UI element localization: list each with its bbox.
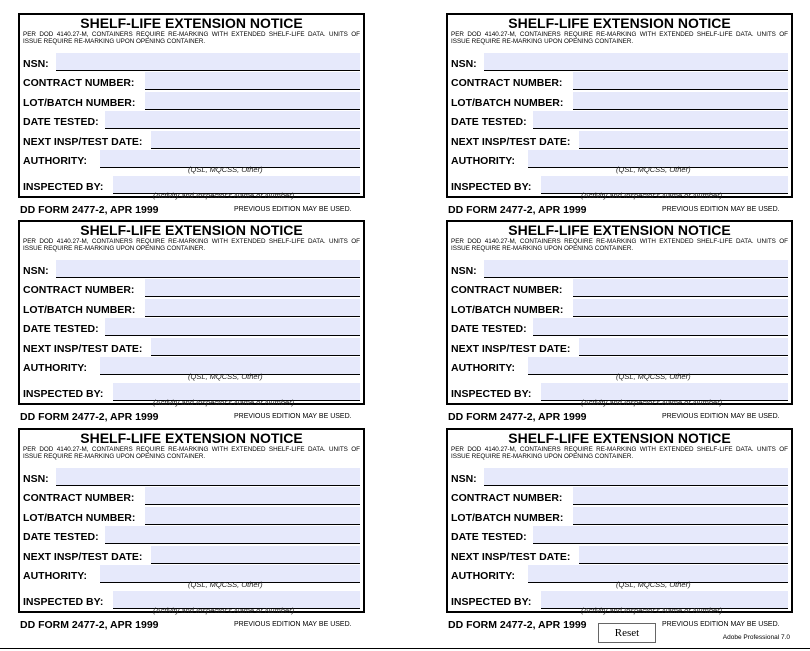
date-tested-field[interactable] — [533, 526, 788, 544]
label-authority: AUTHORITY: — [23, 570, 87, 582]
row-lot — [451, 92, 788, 110]
row-lot — [451, 507, 788, 525]
next-insp-field[interactable] — [151, 338, 360, 356]
lot-field[interactable] — [573, 507, 788, 525]
label-contract: CONTRACT NUMBER: — [23, 492, 135, 504]
authority-hint: (QSL, MQCSS, Other) — [188, 165, 263, 174]
footer-previous-edition: PREVIOUS EDITION MAY BE USED. — [662, 621, 780, 628]
label-contract: CONTRACT NUMBER: — [451, 284, 563, 296]
lot-field[interactable] — [573, 299, 788, 317]
label-date-tested: DATE TESTED: — [451, 323, 527, 335]
label-date-tested: DATE TESTED: — [23, 323, 99, 335]
row-contract — [23, 279, 360, 297]
row-contract — [23, 487, 360, 505]
notice-title: SHELF-LIFE EXTENSION NOTICE — [508, 15, 731, 31]
next-insp-field[interactable] — [579, 131, 788, 149]
authority-hint: (QSL, MQCSS, Other) — [616, 165, 691, 174]
row-date-tested — [451, 111, 788, 129]
label-next-insp: NEXT INSP/TEST DATE: — [451, 136, 571, 148]
inspected-by-hint: (Activity and Inspector's Name or Number) — [153, 398, 295, 407]
footer-previous-edition: PREVIOUS EDITION MAY BE USED. — [662, 413, 780, 420]
row-date-tested — [451, 526, 788, 544]
nsn-field[interactable] — [56, 260, 360, 278]
notice-instruction: PER DOD 4140.27-M, CONTAINERS REQUIRE RE-MARKING WITH EXTENDED SHELF-LIFE DATA. UNITS OF ISSUE REQUIRE RE-MARKING UPON OPENING CONTAINER. — [23, 446, 360, 460]
label-next-insp: NEXT INSP/TEST DATE: — [23, 343, 143, 355]
nsn-field[interactable] — [56, 468, 360, 486]
label-authority: AUTHORITY: — [451, 570, 515, 582]
next-insp-field[interactable] — [151, 546, 360, 564]
contract-field[interactable] — [573, 279, 788, 297]
label-nsn: NSN: — [451, 265, 477, 277]
label-lot: LOT/BATCH NUMBER: — [23, 304, 136, 316]
label-inspected-by: INSPECTED BY: — [451, 181, 532, 193]
notice-instruction: PER DOD 4140.27-M, CONTAINERS REQUIRE RE-MARKING WITH EXTENDED SHELF-LIFE DATA. UNITS OF ISSUE REQUIRE RE-MARKING UPON OPENING CONTAINER. — [23, 31, 360, 45]
contract-field[interactable] — [145, 72, 360, 90]
row-nsn — [451, 260, 788, 278]
label-lot: LOT/BATCH NUMBER: — [451, 304, 564, 316]
label-inspected-by: INSPECTED BY: — [23, 388, 104, 400]
row-date-tested — [23, 111, 360, 129]
authority-hint: (QSL, MQCSS, Other) — [616, 372, 691, 381]
contract-field[interactable] — [145, 487, 360, 505]
lot-field[interactable] — [573, 92, 788, 110]
label-date-tested: DATE TESTED: — [451, 531, 527, 543]
label-nsn: NSN: — [451, 473, 477, 485]
label-inspected-by: INSPECTED BY: — [23, 181, 104, 193]
notice-title: SHELF-LIFE EXTENSION NOTICE — [80, 222, 303, 238]
label-authority: AUTHORITY: — [23, 362, 87, 374]
inspected-by-hint: (Activity and Inspector's Name or Number) — [581, 191, 723, 200]
label-date-tested: DATE TESTED: — [23, 531, 99, 543]
label-lot: LOT/BATCH NUMBER: — [451, 97, 564, 109]
label-next-insp: NEXT INSP/TEST DATE: — [451, 343, 571, 355]
date-tested-field[interactable] — [105, 111, 360, 129]
row-next-insp — [23, 338, 360, 356]
label-contract: CONTRACT NUMBER: — [451, 77, 563, 89]
label-contract: CONTRACT NUMBER: — [23, 77, 135, 89]
footer-previous-edition: PREVIOUS EDITION MAY BE USED. — [234, 206, 352, 213]
row-lot — [451, 299, 788, 317]
label-date-tested: DATE TESTED: — [451, 116, 527, 128]
row-nsn — [23, 468, 360, 486]
row-nsn — [451, 53, 788, 71]
label-contract: CONTRACT NUMBER: — [23, 284, 135, 296]
next-insp-field[interactable] — [579, 338, 788, 356]
label-nsn: NSN: — [451, 58, 477, 70]
label-nsn: NSN: — [23, 473, 49, 485]
notice-title: SHELF-LIFE EXTENSION NOTICE — [80, 430, 303, 446]
label-inspected-by: INSPECTED BY: — [23, 596, 104, 608]
shelf-life-notice-4 — [446, 220, 793, 405]
row-next-insp — [23, 131, 360, 149]
inspected-by-hint: (Activity and Inspector's Name or Number) — [581, 398, 723, 407]
row-contract — [451, 279, 788, 297]
inspected-by-hint: (Activity and Inspector's Name or Number) — [581, 606, 723, 615]
lot-field[interactable] — [145, 299, 360, 317]
notice-title: SHELF-LIFE EXTENSION NOTICE — [508, 430, 731, 446]
notice-instruction: PER DOD 4140.27-M, CONTAINERS REQUIRE RE-MARKING WITH EXTENDED SHELF-LIFE DATA. UNITS OF ISSUE REQUIRE RE-MARKING UPON OPENING CONTAINER. — [451, 238, 788, 252]
notice-title: SHELF-LIFE EXTENSION NOTICE — [80, 15, 303, 31]
row-lot — [23, 507, 360, 525]
row-next-insp — [451, 131, 788, 149]
row-lot — [23, 299, 360, 317]
authority-hint: (QSL, MQCSS, Other) — [188, 372, 263, 381]
lot-field[interactable] — [145, 92, 360, 110]
row-nsn — [23, 260, 360, 278]
reset-button[interactable]: Reset — [598, 623, 656, 643]
notice-instruction: PER DOD 4140.27-M, CONTAINERS REQUIRE RE-MARKING WITH EXTENDED SHELF-LIFE DATA. UNITS OF ISSUE REQUIRE RE-MARKING UPON OPENING CONTAINER. — [451, 31, 788, 45]
contract-field[interactable] — [145, 279, 360, 297]
app-version-label: Adobe Professional 7.0 — [722, 634, 790, 641]
page-bottom-rule — [0, 648, 810, 649]
notice-instruction: PER DOD 4140.27-M, CONTAINERS REQUIRE RE-MARKING WITH EXTENDED SHELF-LIFE DATA. UNITS OF ISSUE REQUIRE RE-MARKING UPON OPENING CONTAINER. — [451, 446, 788, 460]
label-authority: AUTHORITY: — [451, 155, 515, 167]
row-next-insp — [23, 546, 360, 564]
label-nsn: NSN: — [23, 265, 49, 277]
row-date-tested — [23, 318, 360, 336]
label-inspected-by: INSPECTED BY: — [451, 596, 532, 608]
shelf-life-notice-3 — [18, 220, 365, 405]
notice-title: SHELF-LIFE EXTENSION NOTICE — [508, 222, 731, 238]
next-insp-field[interactable] — [151, 131, 360, 149]
row-nsn — [451, 468, 788, 486]
label-contract: CONTRACT NUMBER: — [451, 492, 563, 504]
footer-form-number: DD FORM 2477-2, APR 1999 — [20, 411, 159, 423]
footer-previous-edition: PREVIOUS EDITION MAY BE USED. — [234, 413, 352, 420]
nsn-field[interactable] — [484, 260, 788, 278]
label-lot: LOT/BATCH NUMBER: — [451, 512, 564, 524]
nsn-field[interactable] — [56, 53, 360, 71]
row-lot — [23, 92, 360, 110]
lot-field[interactable] — [145, 507, 360, 525]
label-next-insp: NEXT INSP/TEST DATE: — [23, 551, 143, 563]
notice-instruction: PER DOD 4140.27-M, CONTAINERS REQUIRE RE-MARKING WITH EXTENDED SHELF-LIFE DATA. UNITS OF ISSUE REQUIRE RE-MARKING UPON OPENING CONTAINER. — [23, 238, 360, 252]
footer-previous-edition: PREVIOUS EDITION MAY BE USED. — [234, 621, 352, 628]
inspected-by-hint: (Activity and Inspector's Name or Number) — [153, 191, 295, 200]
nsn-field[interactable] — [484, 53, 788, 71]
label-lot: LOT/BATCH NUMBER: — [23, 512, 136, 524]
row-nsn — [23, 53, 360, 71]
date-tested-field[interactable] — [105, 526, 360, 544]
authority-hint: (QSL, MQCSS, Other) — [188, 580, 263, 589]
contract-field[interactable] — [573, 72, 788, 90]
authority-hint: (QSL, MQCSS, Other) — [616, 580, 691, 589]
footer-form-number: DD FORM 2477-2, APR 1999 — [448, 619, 587, 631]
label-inspected-by: INSPECTED BY: — [451, 388, 532, 400]
date-tested-field[interactable] — [533, 111, 788, 129]
date-tested-field[interactable] — [105, 318, 360, 336]
row-contract — [23, 72, 360, 90]
contract-field[interactable] — [573, 487, 788, 505]
row-contract — [451, 72, 788, 90]
label-date-tested: DATE TESTED: — [23, 116, 99, 128]
label-next-insp: NEXT INSP/TEST DATE: — [23, 136, 143, 148]
next-insp-field[interactable] — [579, 546, 788, 564]
date-tested-field[interactable] — [533, 318, 788, 336]
shelf-life-notice-2 — [446, 13, 793, 198]
row-next-insp — [451, 338, 788, 356]
label-authority: AUTHORITY: — [23, 155, 87, 167]
inspected-by-hint: (Activity and Inspector's Name or Number) — [153, 606, 295, 615]
footer-previous-edition: PREVIOUS EDITION MAY BE USED. — [662, 206, 780, 213]
shelf-life-notice-1 — [18, 13, 365, 198]
footer-form-number: DD FORM 2477-2, APR 1999 — [20, 204, 159, 216]
row-date-tested — [451, 318, 788, 336]
row-date-tested — [23, 526, 360, 544]
nsn-field[interactable] — [484, 468, 788, 486]
label-authority: AUTHORITY: — [451, 362, 515, 374]
label-next-insp: NEXT INSP/TEST DATE: — [451, 551, 571, 563]
label-lot: LOT/BATCH NUMBER: — [23, 97, 136, 109]
label-nsn: NSN: — [23, 58, 49, 70]
row-contract — [451, 487, 788, 505]
row-next-insp — [451, 546, 788, 564]
footer-form-number: DD FORM 2477-2, APR 1999 — [448, 204, 587, 216]
shelf-life-notice-6 — [446, 428, 793, 613]
footer-form-number: DD FORM 2477-2, APR 1999 — [20, 619, 159, 631]
footer-form-number: DD FORM 2477-2, APR 1999 — [448, 411, 587, 423]
shelf-life-notice-5 — [18, 428, 365, 613]
